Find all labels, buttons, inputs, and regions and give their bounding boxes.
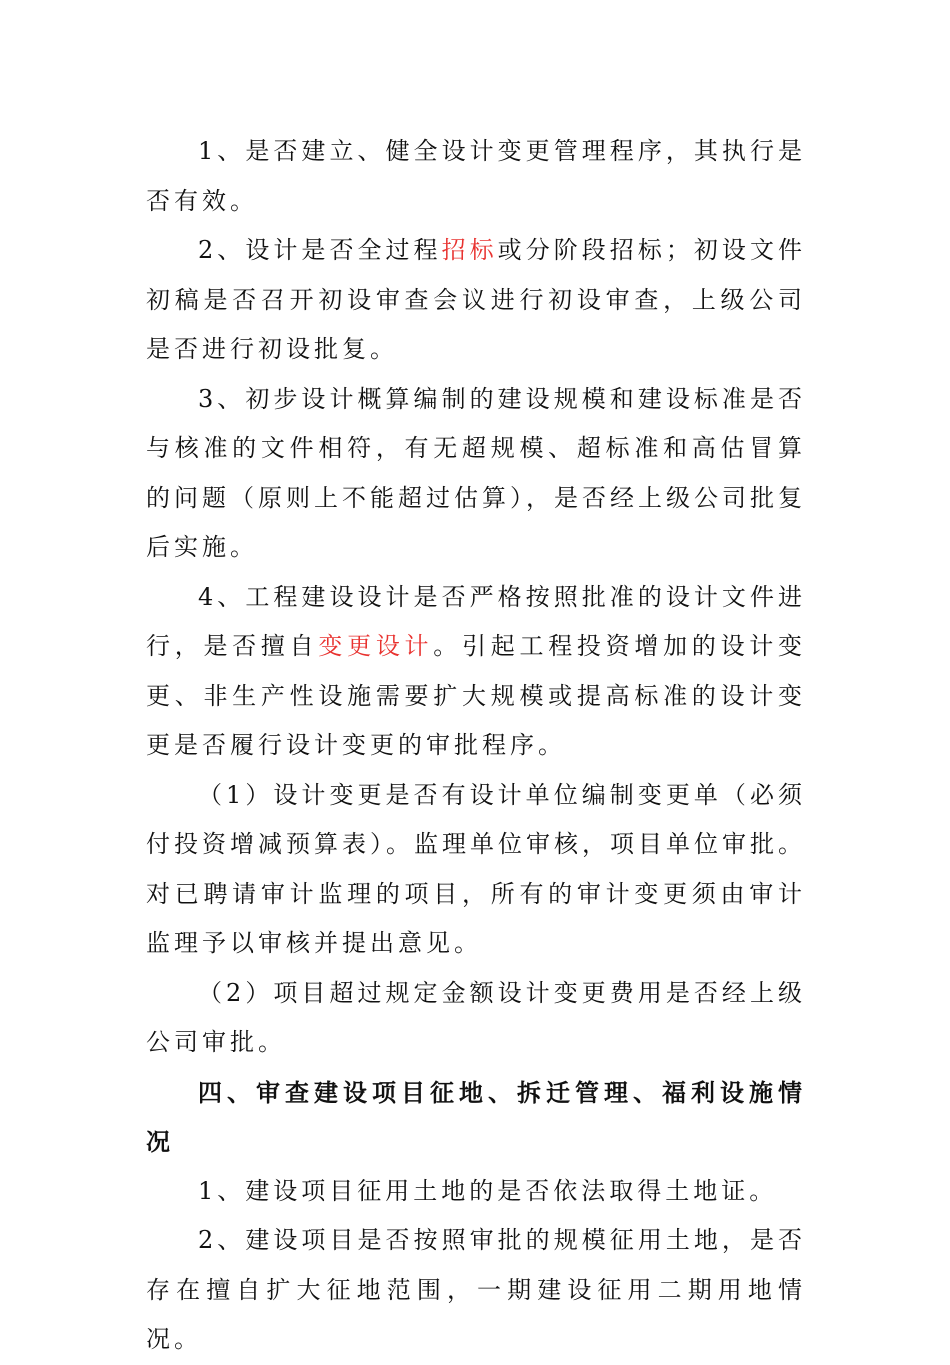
paragraph-8-text: 2、建设项目是否按照审批的规模征用土地，是否存在擅自扩大征地范围，一期建设征用二期用地情况。	[146, 1226, 806, 1353]
paragraph-3	[146, 375, 806, 573]
bidding-link[interactable]: 招标	[441, 236, 498, 264]
paragraph-5	[146, 771, 806, 969]
paragraph-4-text-end: 。引起工程投资增加的设计变更、非生产性设施需要扩大规模或提高标准的设计变更是否履行设计变更的审批程序。	[146, 632, 807, 759]
design-change-link[interactable]: 变更设计	[318, 632, 434, 660]
paragraph-3-text: 3、初步设计概算编制的建设规模和建设标准是否与核准的文件相符，有无超规模、超标准和高估冒算的问题（原则上不能超过估算），是否经上级公司批复后实施。	[146, 384, 806, 561]
paragraph-2	[146, 226, 806, 375]
paragraph-2-text-start: 2、设计是否全过程	[198, 236, 442, 264]
paragraph-4	[146, 573, 806, 771]
paragraph-7	[146, 1167, 806, 1217]
paragraph-6-text: （2）项目超过规定金额设计变更费用是否经上级公司审批。	[146, 978, 806, 1056]
paragraph-5-text: （1）设计变更是否有设计单位编制变更单（必须付投资增减预算表）。监理单位审核，项目单位审批。对已聘请审计监理的项目，所有的审计变更须由审计监理予以审核并提出意见。	[146, 780, 806, 957]
paragraph-1-text: 1、是否建立、健全设计变更管理程序，其执行是否有效。	[146, 137, 806, 215]
paragraph-8	[146, 1216, 806, 1365]
document-body	[146, 127, 806, 1365]
section-heading-text: 四、审查建设项目征地、拆迁管理、福利设施情况	[146, 1077, 806, 1156]
paragraph-1	[146, 127, 806, 226]
paragraph-7-text: 1、建设项目征用土地的是否依法取得土地证。	[198, 1176, 778, 1205]
paragraph-6	[146, 969, 806, 1068]
section-heading	[146, 1068, 806, 1167]
paragraph-4-text-start: 4、工程建设设计是否严格按照批准的设计文件进行，是否擅自	[146, 582, 806, 660]
paragraph-2-text-end: 或分阶段招标；初设文件初稿是否召开初设审查会议进行初设审查，上级公司是否进行初设批复。	[146, 236, 806, 363]
